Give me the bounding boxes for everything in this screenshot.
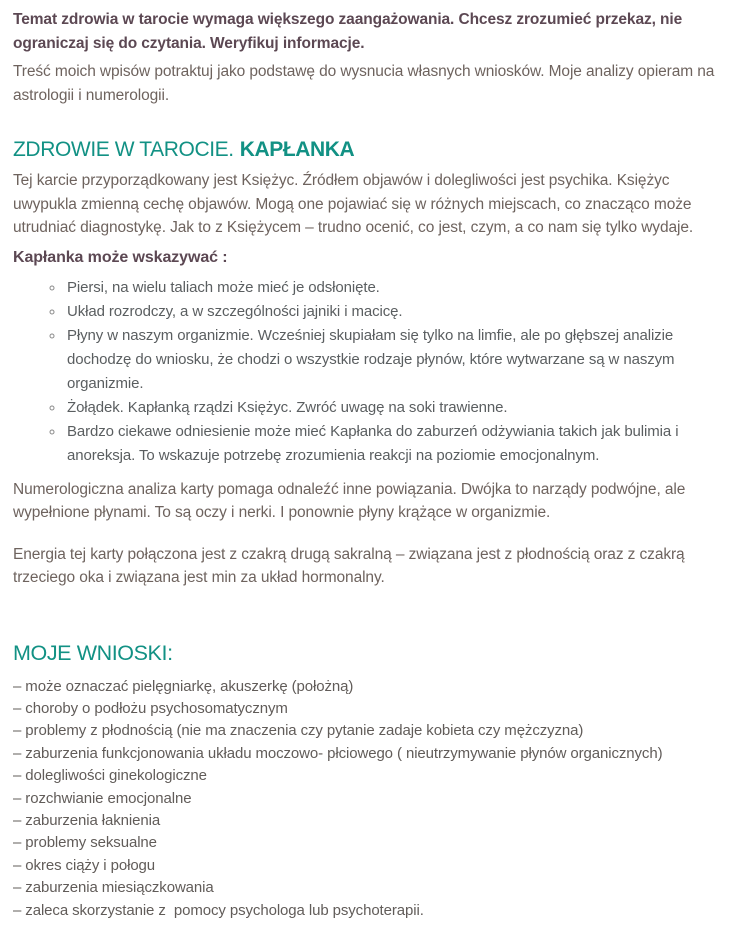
- conclusion-item: – zaburzenia łaknienia: [13, 811, 161, 829]
- numerology-paragraph: Numerologiczna analiza karty pomaga odnaleźć inne powiązania. Dwójka to narządy podwójne, ale wypełnione płynami. To są oczy i nerki. I ponownie płyny krążące w organizmie.: [13, 480, 686, 521]
- conclusions-list: [13, 676, 719, 922]
- indication-item: ◦ Żołądek. Kapłanką rządzi Księżyc. Zwróć uwagę na soki trawienne.: [65, 396, 719, 420]
- conclusions-heading: MOJE WNIOSKI:: [13, 640, 173, 665]
- indications-title: Kapłanka może wskazywać :: [13, 248, 228, 266]
- conclusion-item: – dolegliwości ginekologiczne: [13, 767, 207, 785]
- conclusion-item: – choroby o podłożu psychosomatycznym: [13, 699, 288, 717]
- indication-item: ◦ Piersi, na wielu taliach może mieć je odsłonięte.: [65, 276, 719, 300]
- lead-paragraph: Temat zdrowia w tarocie wymaga większego zaangażowania. Chcesz zrozumieć przekaz, nie ograniczaj się do czytania. Weryfikuj informacje.: [13, 11, 683, 52]
- heading-regular-part: ZDROWIE W TAROCIE.: [13, 138, 234, 161]
- conclusion-item: – zaburzenia funkcjonowania układu moczowo- płciowego ( nieutrzymywanie płynów organicznych): [13, 744, 663, 762]
- conclusion-item: – rozchwianie emocjonalne: [13, 789, 192, 807]
- disclaimer-paragraph: Treść moich wpisów potraktuj jako podstawę do wysnucia własnych wniosków. Moje analizy opieram na astrologii i numerologii.: [13, 63, 715, 104]
- indication-item: ◦ Układ rozrodczy, a w szczególności jajniki i macicę.: [65, 300, 719, 324]
- chakra-paragraph: Energia tej karty połączona jest z czakrą drugą sakralną – związana jest z płodnością oraz z czakrą trzeciego oka i związana jest min za układ hormonalny.: [13, 545, 685, 586]
- conclusion-item: – zaburzenia miesiączkowania: [13, 879, 214, 897]
- conclusion-item: – zaleca skorzystanie z pomocy psychologa lub psychoterapii.: [13, 901, 424, 919]
- heading-bold-part: KAPŁANKA: [239, 138, 355, 161]
- indications-list: [13, 276, 719, 468]
- indication-item: ◦ Bardzo ciekawe odniesienie może mieć Kapłanka do zaburzeń odżywiania takich jak bulimia i anoreksja. To wskazuje potrzebę zrozumienia reakcji na poziomie emocjonalnym.: [65, 420, 719, 468]
- conclusion-item: – okres ciąży i połogu: [13, 856, 156, 874]
- conclusion-item: – problemy z płodnością (nie ma znaczenia czy pytanie zadaje kobieta czy mężczyzna): [13, 722, 584, 740]
- indication-item: ◦ Płyny w naszym organizmie. Wcześniej skupiałam się tylko na limfie, ale po głębszej analizie dochodzę do wniosku, że chodzi o wszystkie rodzaje płynów, które wytwarzane są w naszym organizmie.: [65, 324, 719, 396]
- conclusion-item: – problemy seksualne: [13, 834, 157, 852]
- conclusion-item: – może oznaczać pielęgniarkę, akuszerkę (położną): [13, 677, 354, 695]
- moon-paragraph: Tej karcie przyporządkowany jest Księżyc. Źródłem objawów i dolegliwości jest psychika. Księżyc uwypukla zmienną cechę objawów. Mogą one pojawiać się w różnych miejscach, co znacząco może utrudniać diagnostykę. Jak to z Księżycem – trudno ocenić, co jest, czym, a co nam się tylko wydaje.: [13, 172, 694, 236]
- health-section-heading: [13, 137, 719, 163]
